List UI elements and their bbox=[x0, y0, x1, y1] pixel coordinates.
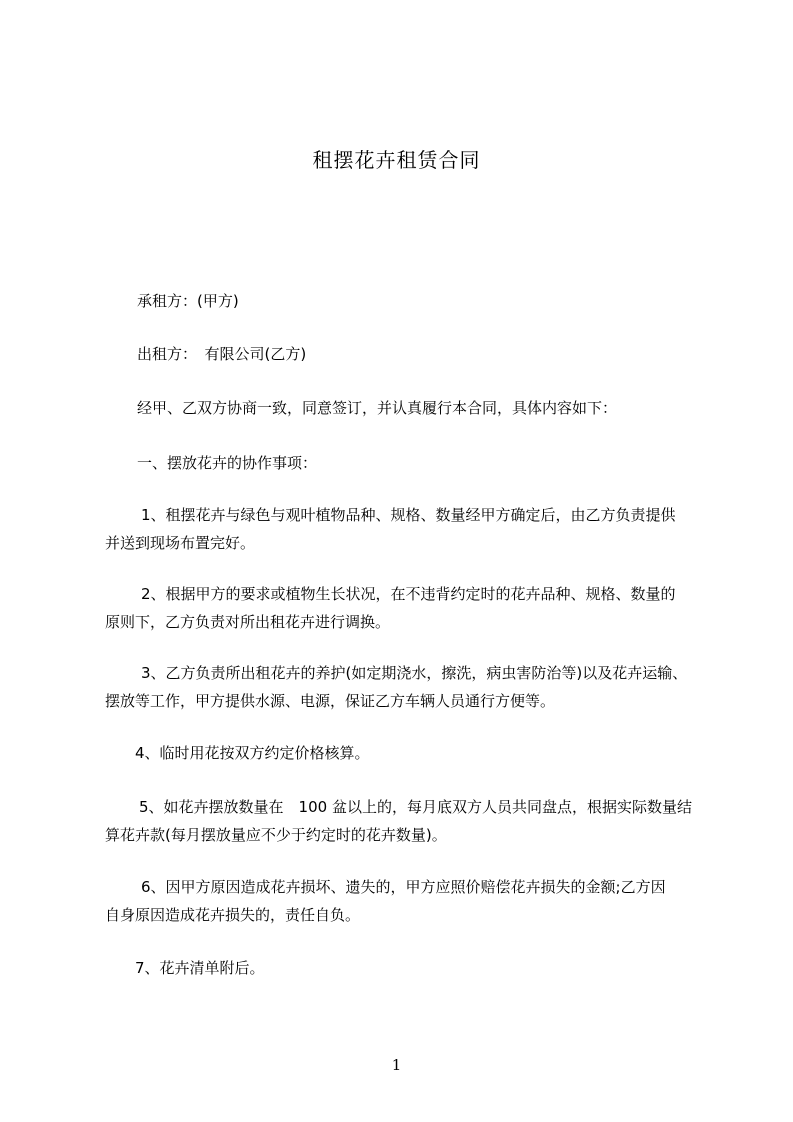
clause-6-line-1: 6、因甲方原因造成花卉损坏、遗失的，甲方应照价赔偿花卉损失的金额;乙方因 bbox=[141, 878, 666, 896]
clause-1-line-2: 并送到现场布置完好。 bbox=[105, 534, 256, 552]
clause-2-line-2: 原则下，乙方负责对所出租花卉进行调换。 bbox=[105, 613, 391, 631]
clause-5-line-1: 5、如花卉摆放数量在 100 盆以上的，每月底双方人员共同盘点，根据实际数量结 bbox=[139, 798, 692, 816]
section-heading: 一、摆放花卉的协作事项： bbox=[137, 454, 318, 472]
intro-paragraph: 经甲、乙双方协商一致，同意签订，并认真履行本合同，具体内容如下： bbox=[137, 399, 618, 417]
clause-4-line-1: 4、临时用花按双方约定价格核算。 bbox=[135, 744, 370, 762]
clause-3-line-1: 3、乙方负责所出租花卉的养护(如定期浇水，擦洗，病虫害防治等)以及花卉运输、 bbox=[141, 664, 688, 682]
clause-7-line-1: 7、花卉清单附后。 bbox=[135, 959, 265, 977]
clause-3-line-2: 摆放等工作，甲方提供水源、电源，保证乙方车辆人员通行方便等。 bbox=[105, 692, 556, 710]
lessor-line: 出租方： 有限公司(乙方) bbox=[137, 345, 307, 363]
lessee-line: 承租方：(甲方) bbox=[137, 292, 239, 310]
document-title: 租摆花卉租赁合同 bbox=[312, 148, 481, 172]
clause-2-line-1: 2、根据甲方的要求或植物生长状况，在不违背约定时的花卉品种、规格、数量的 bbox=[141, 585, 676, 603]
clause-6-line-2: 自身原因造成花卉损失的，责任自负。 bbox=[105, 906, 361, 924]
clause-1-line-1: 1、租摆花卉与绿色与观叶植物品种、规格、数量经甲方确定后，由乙方负责提供 bbox=[141, 506, 676, 524]
page-number: 1 bbox=[391, 1056, 402, 1074]
clause-5-line-2: 算花卉款(每月摆放量应不少于约定时的花卉数量)。 bbox=[105, 826, 447, 844]
